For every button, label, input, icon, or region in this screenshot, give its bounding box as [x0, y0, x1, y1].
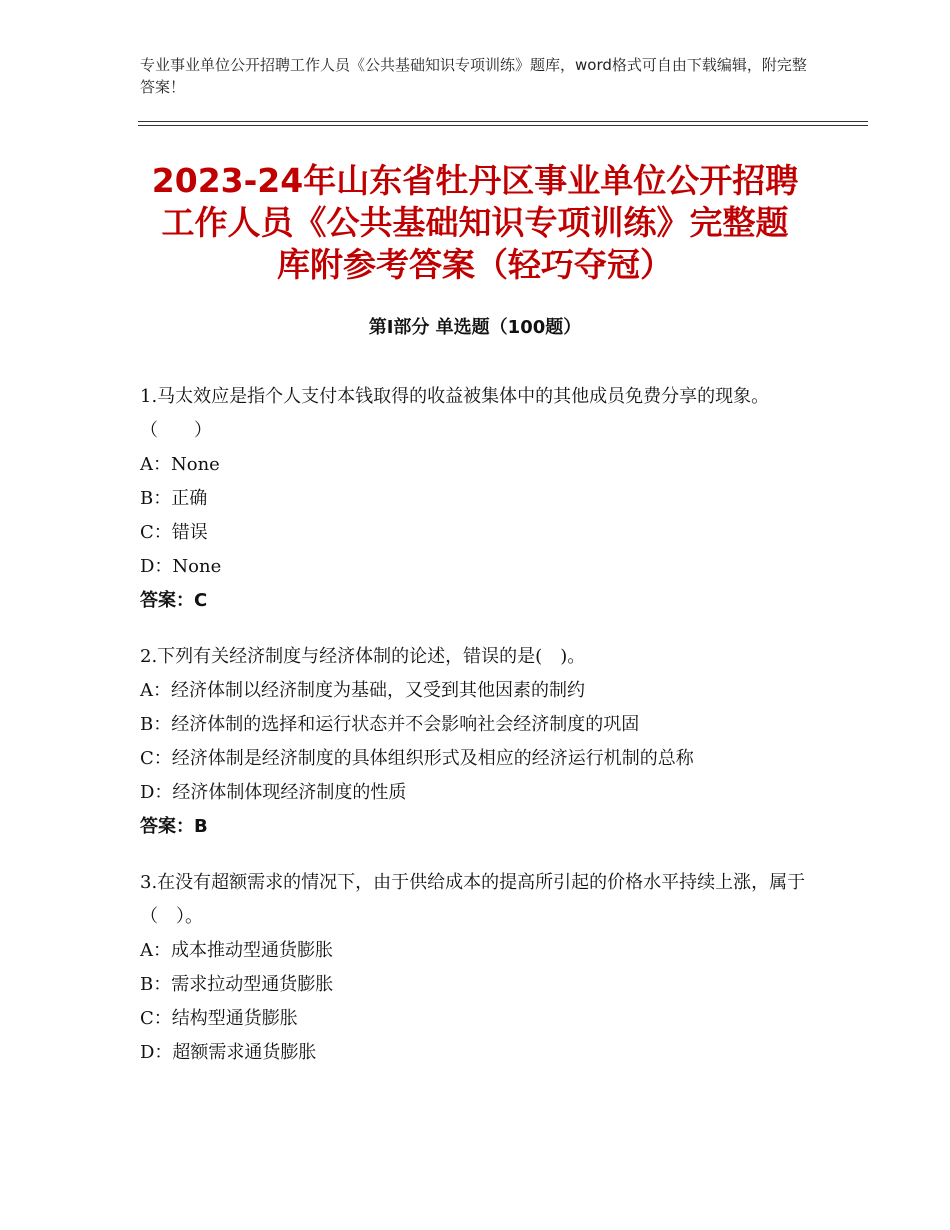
section-title: 第Ⅰ部分 单选题（100题） — [368, 317, 582, 338]
page-title-line-1: 2023-24年山东省牡丹区事业单位公开招聘 — [151, 161, 799, 200]
question-option-a: A：经济体制以经济制度为基础，又受到其他因素的制约 — [140, 680, 585, 701]
header-divider — [138, 121, 868, 122]
question-answer: 答案：B — [140, 816, 208, 837]
header-note: 专业事业单位公开招聘工作人员《公共基础知识专项训练》题库，word格式可自由下载编辑，附完整答案！ — [140, 56, 807, 96]
question-item — [140, 640, 820, 844]
question-option-b: B：需求拉动型通货膨胀 — [140, 974, 334, 995]
question-option-d: D：超额需求通货膨胀 — [140, 1042, 317, 1063]
question-option-b: B：正确 — [140, 488, 208, 509]
question-option-c: C：错误 — [140, 522, 208, 543]
question-item — [140, 866, 820, 1070]
question-option-a: A：None — [140, 454, 220, 475]
question-option-b: B：经济体制的选择和运行状态并不会影响社会经济制度的巩固 — [140, 714, 640, 735]
question-stem: 3.在没有超额需求的情况下，由于供给成本的提高所引起的价格水平持续上涨，属于（ ）。 — [140, 872, 806, 927]
question-option-d: D：None — [140, 556, 222, 577]
question-item — [140, 380, 820, 618]
header-divider-secondary — [138, 125, 868, 126]
page-title — [120, 160, 830, 286]
question-option-d: D：经济体制体现经济制度的性质 — [140, 782, 407, 803]
question-stem: 1.马太效应是指个人支付本钱取得的收益被集体中的其他成员免费分享的现象。（ ） — [140, 386, 770, 441]
question-answer: 答案：C — [140, 590, 208, 611]
question-option-c: C：结构型通货膨胀 — [140, 1008, 298, 1029]
page-title-line-2: 工作人员《公共基础知识专项训练》完整题 — [161, 203, 789, 242]
question-list — [140, 380, 820, 1092]
page-title-line-3: 库附参考答案（轻巧夺冠） — [277, 245, 673, 284]
question-option-c: C：经济体制是经济制度的具体组织形式及相应的经济运行机制的总称 — [140, 748, 694, 769]
question-stem: 2.下列有关经济制度与经济体制的论述，错误的是( )。 — [140, 646, 586, 667]
question-option-a: A：成本推动型通货膨胀 — [140, 940, 333, 961]
